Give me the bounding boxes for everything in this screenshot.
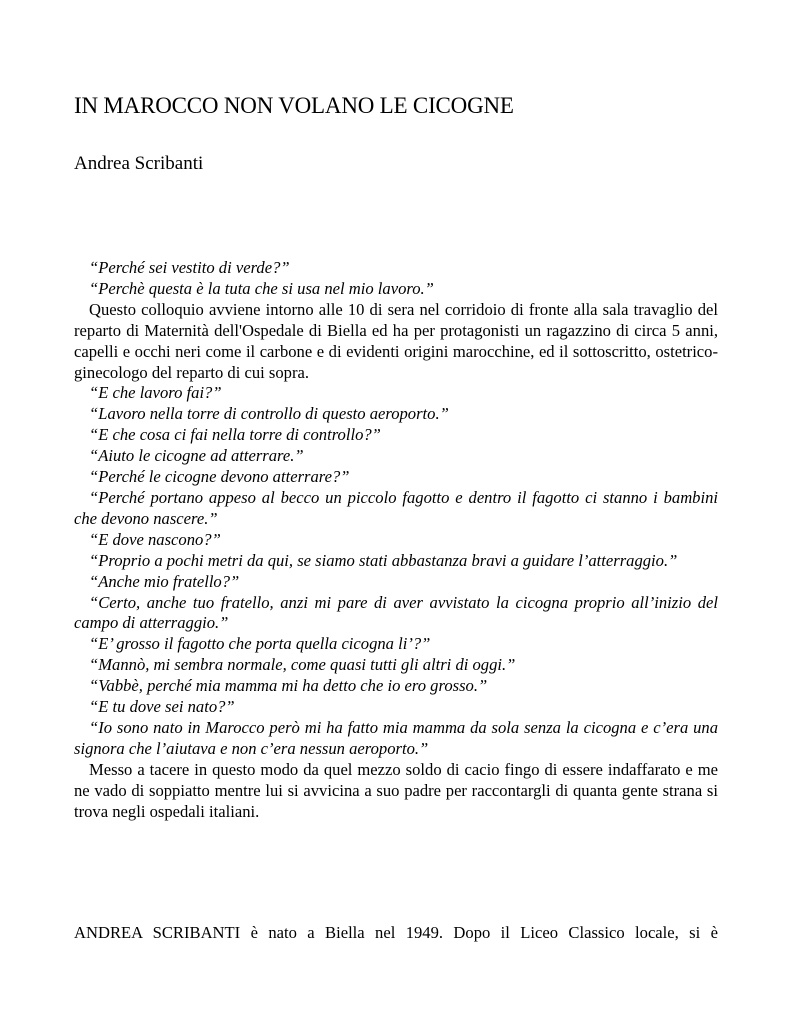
paragraph: “Perché le cicogne devono atterrare?” (89, 467, 350, 487)
paragraph: “E che cosa ci fai nella torre di controllo?” (89, 425, 381, 445)
paragraph: “Perchè questa è la tuta che si usa nel mio lavoro.” (89, 278, 434, 298)
paragraph: Messo a tacere in questo modo da quel mezzo soldo di cacio fingo di essere indaffarato e me ne vado di soppiatto mentre lui si avvicina a suo padre per raccontargli di quanta gente strana si trova negli ospedali italiani. (74, 759, 718, 821)
paragraph: “Io sono nato in Marocco però mi ha fatto mia mamma da sola senza la cicogna e c’era una signora che l’aiutava e non c’era nessun aeroporto.” (74, 717, 718, 758)
paragraph: “Perché portano appeso al becco un piccolo fagotto e dentro il fagotto ci stanno i bambini che devono nascere.” (74, 487, 718, 528)
paragraph: “E dove nascono?” (89, 529, 221, 549)
paragraph: “E tu dove sei nato?” (89, 697, 235, 717)
paragraph: “Perché sei vestito di verde?” (89, 258, 290, 277)
paragraph: “E’ grosso il fagotto che porta quella cicogna li’?” (89, 634, 431, 654)
paragraph: “Certo, anche tuo fratello, anzi mi pare di aver avvistato la cicogna proprio all’inizio del campo di atterraggio.” (74, 592, 718, 633)
story-title: IN MAROCCO NON VOLANO LE CICOGNE (74, 93, 514, 118)
author-name: Andrea Scribanti (74, 153, 204, 174)
paragraph: “Lavoro nella torre di controllo di questo aeroporto.” (89, 404, 449, 424)
paragraph: “Vabbè, perché mia mamma mi ha detto che io ero grosso.” (89, 676, 488, 696)
paragraph: “E che lavoro fai?” (89, 383, 222, 403)
paragraph: “Mannò, mi sembra normale, come quasi tutti gli altri di oggi.” (89, 655, 516, 675)
paragraph: Questo colloquio avviene intorno alle 10 di sera nel corridoio di fronte alla sala travaglio del reparto di Maternità dell'Ospedale di Biella ed ha per protagonisti un ragazzino di circa 5 anni, capelli e occhi neri come il carbone e di evidenti origini marocchine, ed il sottoscritto, ostetrico-ginecologo del reparto di cui sopra. (74, 299, 718, 382)
author-bio: ANDREA SCRIBANTI è nato a Biella nel 1949. Dopo il Liceo Classico locale, si è (74, 923, 718, 942)
paragraph: “Aiuto le cicogne ad atterrare.” (89, 446, 304, 466)
paragraph: “Anche mio fratello?” (89, 571, 240, 591)
story-body (74, 258, 718, 822)
paragraph: “Proprio a pochi metri da qui, se siamo stati abbastanza bravi a guidare l’atterraggio.” (89, 550, 678, 570)
